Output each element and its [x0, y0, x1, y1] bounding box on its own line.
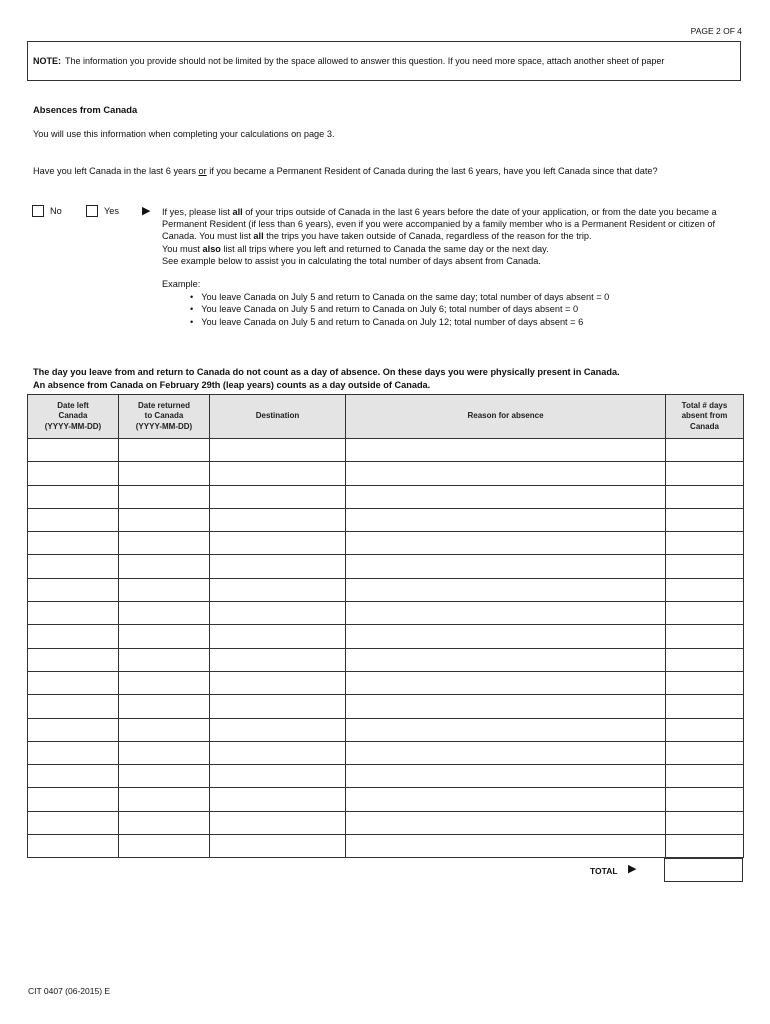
total-days-cell[interactable]	[666, 765, 744, 788]
arrow-right-icon: ▶	[628, 863, 637, 875]
reason-input[interactable]	[346, 486, 665, 508]
example-item: • You leave Canada on July 5 and return to Canada on July 12; total number of days absent = 6	[190, 316, 609, 328]
date-returned-cell[interactable]	[119, 439, 210, 462]
total-days-input[interactable]	[666, 695, 743, 717]
rule-line-1: The day you leave from and return to Canada do not count as a day of absence. On these days you were physically present in Canada.	[33, 367, 620, 377]
intro-text: You will use this information when completing your calculations on page 3.	[33, 129, 335, 139]
destination-input[interactable]	[210, 486, 345, 508]
date-returned-input[interactable]	[119, 812, 209, 834]
reason-input[interactable]	[346, 835, 665, 857]
destination-input[interactable]	[210, 555, 345, 577]
reason-cell[interactable]	[346, 835, 666, 858]
total-days-input[interactable]	[666, 812, 743, 834]
destination-input[interactable]	[210, 439, 345, 461]
total-days-input[interactable]	[666, 509, 743, 531]
destination-cell[interactable]	[210, 718, 346, 741]
reason-cell[interactable]	[346, 485, 666, 508]
header-destination: Destination	[210, 395, 346, 439]
date-left-cell[interactable]	[28, 462, 119, 485]
instructions-para-3: See example below to assist you in calculating the total number of days absent from Canada.	[162, 255, 541, 266]
date-left-input[interactable]	[28, 765, 118, 787]
date-left-input[interactable]	[28, 649, 118, 671]
destination-cell[interactable]	[210, 508, 346, 531]
total-days-cell[interactable]	[666, 578, 744, 601]
reason-input[interactable]	[346, 788, 665, 810]
note-label: NOTE:	[33, 56, 61, 66]
date-returned-input[interactable]	[119, 532, 209, 554]
date-returned-input[interactable]	[119, 742, 209, 764]
date-returned-input[interactable]	[119, 555, 209, 577]
table-header-row	[28, 395, 744, 439]
instr-bold: all	[232, 207, 243, 217]
reason-input[interactable]	[346, 602, 665, 624]
destination-input[interactable]	[210, 742, 345, 764]
date-returned-input[interactable]	[119, 509, 209, 531]
date-left-input[interactable]	[28, 486, 118, 508]
date-left-cell[interactable]	[28, 625, 119, 648]
reason-cell[interactable]	[346, 555, 666, 578]
destination-input[interactable]	[210, 625, 345, 647]
instructions	[162, 206, 747, 267]
reason-cell[interactable]	[346, 602, 666, 625]
header-reason: Reason for absence	[346, 395, 666, 439]
date-left-cell[interactable]	[28, 578, 119, 601]
date-returned-input[interactable]	[119, 439, 209, 461]
destination-cell[interactable]	[210, 648, 346, 671]
date-left-cell[interactable]	[28, 695, 119, 718]
date-left-input[interactable]	[28, 742, 118, 764]
destination-cell[interactable]	[210, 555, 346, 578]
section-title: Absences from Canada	[33, 104, 138, 115]
date-returned-input[interactable]	[119, 672, 209, 694]
reason-input[interactable]	[346, 532, 665, 554]
date-left-cell[interactable]	[28, 835, 119, 858]
reason-cell[interactable]	[346, 462, 666, 485]
yes-checkbox[interactable]	[86, 205, 98, 217]
total-days-input[interactable]	[666, 486, 743, 508]
total-days-cell[interactable]	[666, 835, 744, 858]
table-row	[28, 485, 744, 508]
total-days-input[interactable]	[666, 625, 743, 647]
header-total-days: Total # days absent from Canada	[666, 395, 744, 439]
date-returned-cell[interactable]	[119, 555, 210, 578]
total-days-input[interactable]	[666, 555, 743, 577]
destination-input[interactable]	[210, 719, 345, 741]
reason-cell[interactable]	[346, 648, 666, 671]
date-left-input[interactable]	[28, 812, 118, 834]
example-item: • You leave Canada on July 5 and return to Canada on the same day; total number of days absent = 0	[190, 291, 609, 303]
table-row	[28, 578, 744, 601]
date-returned-input[interactable]	[119, 719, 209, 741]
table-row	[28, 835, 744, 858]
page-number: PAGE 2 OF 4	[690, 26, 742, 36]
destination-input[interactable]	[210, 835, 345, 857]
reason-input[interactable]	[346, 719, 665, 741]
date-left-input[interactable]	[28, 509, 118, 531]
date-returned-input[interactable]	[119, 462, 209, 484]
date-returned-cell[interactable]	[119, 741, 210, 764]
example-list	[190, 291, 609, 328]
instr-text: list all trips where you left and returned to Canada the same day or the next day.	[220, 243, 549, 254]
reason-input[interactable]	[346, 742, 665, 764]
date-returned-cell[interactable]	[119, 508, 210, 531]
table-row	[28, 811, 744, 834]
table-row	[28, 765, 744, 788]
date-left-cell[interactable]	[28, 718, 119, 741]
date-returned-cell[interactable]	[119, 462, 210, 485]
date-left-cell[interactable]	[28, 532, 119, 555]
instr-text: If yes, please list	[162, 207, 233, 217]
date-left-input[interactable]	[28, 719, 118, 741]
destination-cell[interactable]	[210, 462, 346, 485]
total-days-input[interactable]	[666, 835, 743, 857]
note-box	[27, 41, 741, 81]
destination-cell[interactable]	[210, 578, 346, 601]
instr-text: You must	[162, 243, 203, 254]
date-left-input[interactable]	[28, 602, 118, 624]
date-left-cell[interactable]	[28, 485, 119, 508]
destination-input[interactable]	[210, 532, 345, 554]
reason-input[interactable]	[346, 462, 665, 484]
reason-input[interactable]	[346, 812, 665, 834]
date-returned-cell[interactable]	[119, 671, 210, 694]
date-returned-input[interactable]	[119, 649, 209, 671]
destination-cell[interactable]	[210, 788, 346, 811]
date-left-input[interactable]	[28, 439, 118, 461]
date-returned-input[interactable]	[119, 486, 209, 508]
date-returned-cell[interactable]	[119, 648, 210, 671]
reason-input[interactable]	[346, 625, 665, 647]
reason-input[interactable]	[346, 439, 665, 461]
table-row	[28, 625, 744, 648]
reason-input[interactable]	[346, 695, 665, 717]
total-days-input[interactable]	[666, 765, 743, 787]
reason-cell[interactable]	[346, 578, 666, 601]
date-left-input[interactable]	[28, 695, 118, 717]
destination-cell[interactable]	[210, 835, 346, 858]
date-returned-input[interactable]	[119, 602, 209, 624]
date-left-input[interactable]	[28, 672, 118, 694]
total-days-cell[interactable]	[666, 788, 744, 811]
date-left-cell[interactable]	[28, 439, 119, 462]
date-left-cell[interactable]	[28, 788, 119, 811]
date-returned-input[interactable]	[119, 835, 209, 857]
total-days-cell[interactable]	[666, 602, 744, 625]
reason-cell[interactable]	[346, 508, 666, 531]
no-label: No	[50, 206, 62, 216]
total-days-field[interactable]	[664, 858, 743, 882]
total-days-input[interactable]	[666, 672, 743, 694]
total-days-cell[interactable]	[666, 462, 744, 485]
date-returned-cell[interactable]	[119, 835, 210, 858]
total-days-cell[interactable]	[666, 625, 744, 648]
reason-cell[interactable]	[346, 788, 666, 811]
date-left-input[interactable]	[28, 835, 118, 857]
header-date-returned: Date returned to Canada (YYYY-MM-DD)	[119, 395, 210, 439]
total-days-cell[interactable]	[666, 555, 744, 578]
date-returned-input[interactable]	[119, 765, 209, 787]
table-row	[28, 741, 744, 764]
arrow-right-icon: ▶	[142, 205, 151, 217]
date-left-cell[interactable]	[28, 602, 119, 625]
total-days-input[interactable]	[666, 532, 743, 554]
total-days-cell[interactable]	[666, 508, 744, 531]
table-row	[28, 508, 744, 531]
date-returned-cell[interactable]	[119, 602, 210, 625]
reason-cell[interactable]	[346, 439, 666, 462]
date-left-input[interactable]	[28, 625, 118, 647]
no-checkbox[interactable]	[32, 205, 44, 217]
example-item: • You leave Canada on July 5 and return to Canada on July 6; total number of days absent = 0	[190, 303, 609, 315]
table-row	[28, 695, 744, 718]
reason-cell[interactable]	[346, 718, 666, 741]
date-returned-input[interactable]	[119, 695, 209, 717]
total-days-input[interactable]	[666, 649, 743, 671]
destination-input[interactable]	[210, 602, 345, 624]
total-days-input[interactable]	[666, 579, 743, 601]
reason-cell[interactable]	[346, 765, 666, 788]
date-returned-cell[interactable]	[119, 811, 210, 834]
destination-cell[interactable]	[210, 765, 346, 788]
date-returned-cell[interactable]	[119, 765, 210, 788]
note-text: The information you provide should not be limited by the space allowed to answer this question. If you need more space, attach another sheet of paper	[65, 56, 665, 66]
destination-input[interactable]	[210, 788, 345, 810]
total-days-cell[interactable]	[666, 811, 744, 834]
reason-input[interactable]	[346, 555, 665, 577]
total-days-cell[interactable]	[666, 718, 744, 741]
total-days-input[interactable]	[666, 462, 743, 484]
date-returned-cell[interactable]	[119, 485, 210, 508]
table-row	[28, 462, 744, 485]
date-left-input[interactable]	[28, 462, 118, 484]
instr-text: the trips you have taken outside of Canada, regardless of the reason for the trip.	[263, 231, 592, 242]
table-body	[28, 439, 744, 858]
date-returned-cell[interactable]	[119, 625, 210, 648]
reason-input[interactable]	[346, 672, 665, 694]
date-left-cell[interactable]	[28, 741, 119, 764]
date-left-cell[interactable]	[28, 765, 119, 788]
header-date-left: Date left Canada (YYYY-MM-DD)	[28, 395, 119, 439]
reason-cell[interactable]	[346, 671, 666, 694]
date-returned-input[interactable]	[119, 579, 209, 601]
date-left-input[interactable]	[28, 555, 118, 577]
reason-input[interactable]	[346, 579, 665, 601]
date-left-cell[interactable]	[28, 811, 119, 834]
total-days-cell[interactable]	[666, 532, 744, 555]
total-days-cell[interactable]	[666, 741, 744, 764]
date-left-cell[interactable]	[28, 648, 119, 671]
total-days-cell[interactable]	[666, 485, 744, 508]
table-row	[28, 788, 744, 811]
example-label: Example:	[162, 279, 201, 289]
date-left-input[interactable]	[28, 788, 118, 810]
destination-cell[interactable]	[210, 695, 346, 718]
instr-text: of your trips outside of Canada in the last 6 years before the date of your application, or from the date you became a Permanent Resident (if less than 6 years), even if you were accompanied by a family member who is a Permanent Resident or citizen of Canada. You must list	[162, 207, 717, 242]
date-left-cell[interactable]	[28, 555, 119, 578]
total-days-input[interactable]	[666, 742, 743, 764]
table-row	[28, 439, 744, 462]
date-left-input[interactable]	[28, 532, 118, 554]
reason-cell[interactable]	[346, 625, 666, 648]
reason-input[interactable]	[346, 765, 665, 787]
destination-input[interactable]	[210, 672, 345, 694]
destination-cell[interactable]	[210, 671, 346, 694]
table-row	[28, 648, 744, 671]
instr-bold: also	[202, 243, 221, 254]
destination-cell[interactable]	[210, 439, 346, 462]
total-days-cell[interactable]	[666, 695, 744, 718]
rule-line-2: An absence from Canada on February 29th (leap years) counts as a day outside of Canada.	[33, 380, 431, 390]
destination-input[interactable]	[210, 812, 345, 834]
absence-table	[27, 394, 744, 858]
destination-input[interactable]	[210, 695, 345, 717]
date-left-cell[interactable]	[28, 671, 119, 694]
destination-input[interactable]	[210, 462, 345, 484]
reason-cell[interactable]	[346, 695, 666, 718]
reason-cell[interactable]	[346, 811, 666, 834]
date-left-cell[interactable]	[28, 508, 119, 531]
date-returned-cell[interactable]	[119, 695, 210, 718]
question-part2: if you became a Permanent Resident of Canada during the last 6 years, have you left Canada since that date?	[206, 166, 658, 176]
destination-cell[interactable]	[210, 811, 346, 834]
instr-bold: all	[253, 231, 264, 242]
destination-cell[interactable]	[210, 625, 346, 648]
question-part1: Have you left Canada in the last 6 years	[33, 166, 199, 176]
table-row	[28, 602, 744, 625]
destination-cell[interactable]	[210, 532, 346, 555]
question-or: or	[198, 166, 207, 176]
table-row	[28, 555, 744, 578]
form-code: CIT 0407 (06-2015) E	[28, 986, 111, 996]
table-row	[28, 718, 744, 741]
question-text	[33, 166, 658, 176]
destination-input[interactable]	[210, 579, 345, 601]
reason-cell[interactable]	[346, 532, 666, 555]
date-returned-cell[interactable]	[119, 788, 210, 811]
destination-input[interactable]	[210, 765, 345, 787]
reason-input[interactable]	[346, 509, 665, 531]
total-days-input[interactable]	[665, 859, 742, 881]
table-row	[28, 532, 744, 555]
yes-label: Yes	[104, 206, 119, 216]
reason-cell[interactable]	[346, 741, 666, 764]
destination-cell[interactable]	[210, 602, 346, 625]
destination-cell[interactable]	[210, 741, 346, 764]
total-days-cell[interactable]	[666, 648, 744, 671]
total-days-input[interactable]	[666, 602, 743, 624]
date-returned-input[interactable]	[119, 625, 209, 647]
date-returned-cell[interactable]	[119, 578, 210, 601]
destination-cell[interactable]	[210, 485, 346, 508]
instructions-para-1	[162, 206, 747, 243]
table-row	[28, 671, 744, 694]
destination-input[interactable]	[210, 509, 345, 531]
total-days-input[interactable]	[666, 439, 743, 461]
date-returned-cell[interactable]	[119, 532, 210, 555]
destination-input[interactable]	[210, 649, 345, 671]
instructions-para-2	[162, 243, 747, 255]
date-returned-input[interactable]	[119, 788, 209, 810]
total-label: TOTAL	[590, 866, 618, 876]
total-days-input[interactable]	[666, 719, 743, 741]
date-left-input[interactable]	[28, 579, 118, 601]
total-days-input[interactable]	[666, 788, 743, 810]
date-returned-cell[interactable]	[119, 718, 210, 741]
total-days-cell[interactable]	[666, 671, 744, 694]
total-days-cell[interactable]	[666, 439, 744, 462]
reason-input[interactable]	[346, 649, 665, 671]
